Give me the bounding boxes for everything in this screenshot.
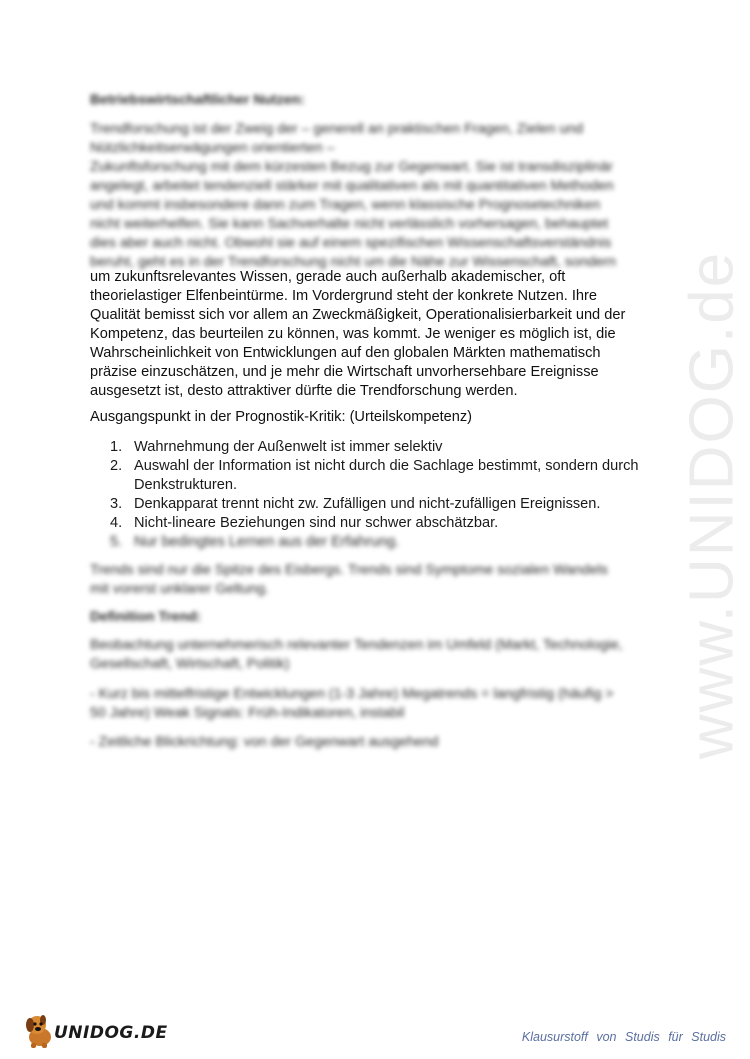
list-item	[90, 495, 665, 514]
text-line: dies aber auch nicht. Obwohl sie auf einem spezifischen Wissenschaftsverständnis	[90, 235, 612, 251]
list-number: 1.	[110, 439, 123, 455]
list-item-text: Auswahl der Information ist nicht durch die Sachlage bestimmt, sondern durch Denkstrukturen.	[134, 458, 639, 493]
text-line: nicht weiterhelfen. Sie kann Sachverhalte nicht verlässlich vorhersagen, behauptet	[90, 216, 609, 232]
list-item	[90, 438, 665, 457]
list-number: 2.	[110, 458, 123, 474]
text-line: theorielastiger Elfenbeintürme. Im Vordergrund steht der konkrete Nutzen. Ihre	[90, 288, 597, 304]
paragraph-direction: - Zeitliche Blickrichtung: von der Gegenwart ausgehend	[90, 734, 439, 750]
text-line: - Kurz bis mittelfristige Entwicklungen (1-3 Jahre) Megatrends = langfristig (häufig >	[90, 686, 614, 702]
paragraph-intro-blurred	[90, 120, 660, 272]
logo-text: UNIDOG.DE	[54, 1023, 168, 1043]
list-item	[90, 457, 665, 495]
footer-tagline: Klausurstoff von Studis für Studis	[521, 1030, 726, 1044]
text-line: mit vorerst unklarer Geltung.	[90, 581, 269, 597]
text-line: und kommt insbesondere dann zum Tragen, wenn klassische Prognosetechniken	[90, 197, 601, 213]
list-number: 3.	[110, 496, 123, 512]
section-heading-definition: Definition Trend:	[90, 608, 202, 624]
text-line: präzise einzuschätzen, und je mehr die Wirtschaft unvorhersehbare Ereignisse	[90, 364, 599, 380]
text-line: angelegt, arbeitet tendenziell stärker mit qualitativen als mit quantitativen Methoden	[90, 178, 614, 194]
paragraph-intro-visible	[90, 268, 665, 401]
list-number: 4.	[110, 515, 123, 531]
text-line: Gesellschaft, Wirtschaft, Politik)	[90, 656, 290, 672]
section-heading-nutzen: Betriebswirtschaftlicher Nutzen:	[90, 91, 305, 107]
text-line: beruht, geht es in der Trendforschung nicht um die Nähe zur Wissenschaft, sondern	[90, 254, 617, 270]
watermark: www.UNIDOG.de	[677, 250, 747, 760]
text-line: Wahrscheinlichkeit von Entwicklungen auf den globalen Märkten mathematisch	[90, 345, 601, 361]
text-line: 50 Jahre) Weak Signals: Früh-Indikatoren, instabil	[90, 705, 405, 721]
paragraph-timeframes	[90, 685, 660, 723]
paragraph-trends	[90, 561, 660, 599]
text-line: Zukunftsforschung mit dem kürzesten Bezug zur Gegenwart. Sie ist transdisziplinär	[90, 159, 613, 175]
criticism-list	[90, 438, 665, 552]
text-line: Qualität bemisst sich vor allem an Zweckmäßigkeit, Operationalisierbarkeit und der	[90, 307, 626, 323]
text-line: Beobachtung unternehmerisch relevanter Tendenzen im Umfeld (Markt, Technologie,	[90, 637, 623, 653]
text-line: Kompetenz, das beurteilen zu können, was kommt. Je weniger es möglich ist, die	[90, 326, 616, 342]
dog-mascot-icon	[22, 1013, 56, 1049]
list-item	[90, 533, 665, 552]
unidog-logo	[22, 1011, 168, 1051]
list-item	[90, 514, 665, 533]
text-line: Trends sind nur die Spitze des Eisbergs. Trends sind Symptome sozialen Wandels	[90, 562, 608, 578]
text-line: ausgesetzt ist, desto attraktiver dürfte die Trendforschung werden.	[90, 383, 518, 399]
list-item-text: Wahrnehmung der Außenwelt ist immer selektiv	[134, 439, 443, 455]
text-line: Nützlichkeitserwägungen orientierten –	[90, 140, 335, 156]
paragraph-prognostik: Ausgangspunkt in der Prognostik-Kritik: (Urteilskompetenz)	[90, 409, 473, 425]
list-item-text: Denkapparat trennt nicht zw. Zufälligen und nicht-zufälligen Ereignissen.	[134, 496, 601, 512]
paragraph-definition	[90, 636, 660, 674]
text-line: um zukunftsrelevantes Wissen, gerade auch außerhalb akademischer, oft	[90, 269, 566, 285]
list-number: 5.	[110, 534, 123, 550]
list-item-text: Nicht-lineare Beziehungen sind nur schwer abschätzbar.	[134, 515, 499, 531]
text-line: Trendforschung ist der Zweig der – generell an praktischen Fragen, Zielen und	[90, 121, 584, 137]
list-item-text: Nur bedingtes Lernen aus der Erfahrung.	[134, 534, 400, 550]
